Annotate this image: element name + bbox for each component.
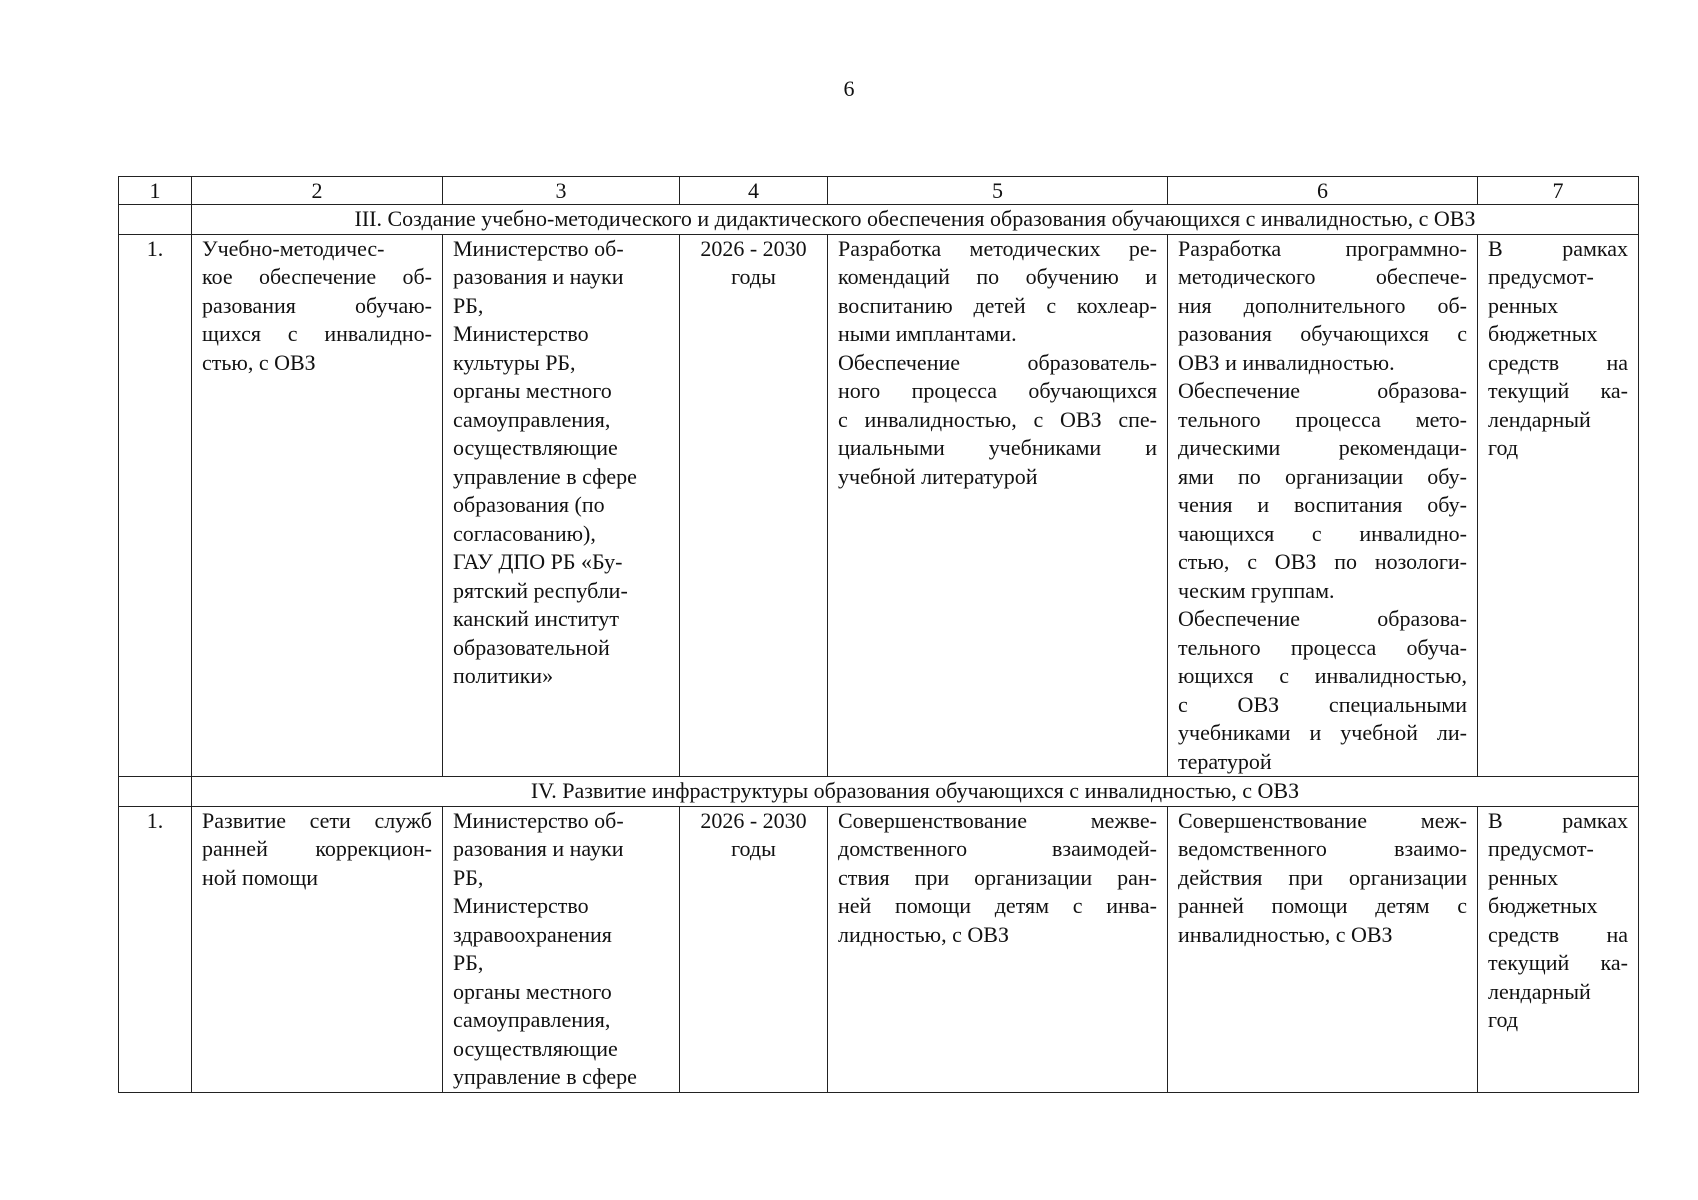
text-line: РБ, xyxy=(453,864,484,890)
text-line: осуществляющие xyxy=(453,1035,618,1061)
table-row xyxy=(119,234,1639,777)
page-number: 6 xyxy=(843,76,855,101)
cell-measure xyxy=(192,806,443,1092)
text-line: дическими рекомендаци- xyxy=(1178,435,1467,460)
text-line: ней помощи детям с инва- xyxy=(838,893,1157,918)
section-heading-empty-cell xyxy=(119,777,192,807)
text-line: органы местного xyxy=(453,378,612,403)
text-line: учебной литературой xyxy=(838,463,1038,489)
cell-responsible xyxy=(443,234,680,777)
section-title: IV. Развитие инфраструктуры образования обучающихся с инвалидностью, с ОВЗ xyxy=(192,777,1639,807)
text-line: ющихся с инвалидностью, xyxy=(1178,663,1467,688)
text-line: бюджетных xyxy=(1488,893,1598,918)
text-line: Совершенствование меж- xyxy=(1178,807,1467,833)
text-line: стью, с ОВЗ xyxy=(202,349,316,375)
text-line: стью, с ОВЗ по нозологи- xyxy=(1178,549,1467,574)
section-heading-row xyxy=(119,205,1639,235)
cell-expected-result xyxy=(828,806,1168,1092)
text-line: управление в сфере xyxy=(453,463,637,489)
text-line: годы xyxy=(731,836,776,861)
section-title: III. Создание учебно-методического и дидактического обеспечения образования обучающихся с инвалидностью, с ОВЗ xyxy=(192,205,1639,235)
text-line: лендарный xyxy=(1488,406,1591,432)
cell-funding xyxy=(1478,806,1639,1092)
text-line: ной помощи xyxy=(202,864,319,890)
text-line: лидностью, с ОВЗ xyxy=(838,921,1009,947)
text-line: РБ, xyxy=(453,950,484,975)
text-line: здравоохранения xyxy=(453,921,612,947)
cell-responsible xyxy=(443,806,680,1092)
text-line: самоуправления, xyxy=(453,406,611,432)
text-line: циальными учебниками и xyxy=(838,435,1157,460)
text-line: осуществляющие xyxy=(453,435,618,460)
text-line: 2026 - 2030 xyxy=(700,807,807,833)
text-line: разования обучающихся с xyxy=(1178,321,1467,346)
cell-indicator xyxy=(1168,234,1478,777)
section-heading-empty-cell xyxy=(119,205,192,235)
text-line: ренных xyxy=(1488,864,1559,890)
text-line: ного процесса обучающихся xyxy=(838,378,1157,403)
text-line: домственного взаимодей- xyxy=(838,836,1157,861)
text-line: ГАУ ДПО РБ «Бу- xyxy=(453,549,623,574)
text-line: тературой xyxy=(1178,748,1272,774)
text-line: ния дополнительного об- xyxy=(1178,292,1467,318)
text-line: кое обеспечение об- xyxy=(202,264,432,289)
text-line: разования и науки xyxy=(453,264,624,289)
column-number: 2 xyxy=(192,177,443,205)
column-number: 3 xyxy=(443,177,680,205)
text-line: ренных xyxy=(1488,292,1559,318)
column-number-row xyxy=(119,177,1639,205)
text-line: ОВЗ и инвалидностью. xyxy=(1178,349,1395,375)
text-line: РБ, xyxy=(453,292,484,318)
text-line: органы местного xyxy=(453,978,612,1004)
text-line: Разработка программно- xyxy=(1178,235,1467,261)
text-line: Министерство об- xyxy=(453,807,624,833)
text-line: лендарный xyxy=(1488,978,1591,1004)
text-line: ранней коррекцион- xyxy=(202,836,432,861)
text-line: Разработка методических ре- xyxy=(838,235,1157,261)
text-line: разования обучаю- xyxy=(202,292,432,318)
text-line: текущий ка- xyxy=(1488,950,1628,975)
text-line: щихся с инвалидно- xyxy=(202,321,432,346)
text-line: ствия при организации ран- xyxy=(838,864,1157,890)
text-line: тельного процесса мето- xyxy=(1178,406,1467,432)
section-heading-row xyxy=(119,777,1639,807)
text-line: бюджетных xyxy=(1488,321,1598,346)
text-line: текущий ка- xyxy=(1488,378,1628,403)
cell-period xyxy=(680,234,828,777)
text-line: ведомственного взаимо- xyxy=(1178,836,1467,861)
text-line: Обеспечение образова- xyxy=(1178,378,1467,403)
text-line: самоуправления, xyxy=(453,1007,611,1032)
text-line: с инвалидностью, с ОВЗ спе- xyxy=(838,406,1157,432)
column-number: 7 xyxy=(1478,177,1639,205)
text-line: чения и воспитания обу- xyxy=(1178,492,1467,517)
text-line: 2026 - 2030 xyxy=(700,235,807,261)
text-line: канский институт xyxy=(453,606,620,631)
column-number: 1 xyxy=(119,177,192,205)
text-line: культуры РБ, xyxy=(453,349,576,375)
text-line: ранней помощи детям с xyxy=(1178,893,1467,918)
text-line: ными имплантами. xyxy=(838,321,1017,346)
table-row xyxy=(119,806,1639,1092)
text-line: Министерство xyxy=(453,321,589,346)
measures-table xyxy=(118,176,1639,1093)
row-number: 1. xyxy=(119,806,192,1092)
text-line: предусмот- xyxy=(1488,264,1594,289)
text-line: год xyxy=(1488,435,1519,460)
text-line: инвалидностью, с ОВЗ xyxy=(1178,921,1393,947)
text-line: согласованию), xyxy=(453,520,596,546)
text-line: В рамках xyxy=(1488,807,1628,833)
text-line: ями по организации обу- xyxy=(1178,463,1467,489)
cell-indicator xyxy=(1168,806,1478,1092)
cell-period xyxy=(680,806,828,1092)
cell-measure xyxy=(192,234,443,777)
text-line: ческим группам. xyxy=(1178,577,1335,603)
text-line: предусмот- xyxy=(1488,836,1594,861)
text-line: комендаций по обучению и xyxy=(838,264,1157,289)
column-number: 4 xyxy=(680,177,828,205)
text-line: Министерство xyxy=(453,893,589,918)
text-line: тельного процесса обуча- xyxy=(1178,634,1467,660)
text-line: методического обеспече- xyxy=(1178,264,1467,289)
text-line: рятский республи- xyxy=(453,577,628,603)
text-line: средств на xyxy=(1488,921,1628,947)
text-line: В рамках xyxy=(1488,235,1628,261)
text-line: Развитие сети служб xyxy=(202,807,432,833)
cell-funding xyxy=(1478,234,1639,777)
text-line: Обеспечение образова- xyxy=(1178,606,1467,631)
row-number: 1. xyxy=(119,234,192,777)
text-line: воспитанию детей с кохлеар- xyxy=(838,292,1157,318)
text-line: управление в сфере xyxy=(453,1064,637,1089)
text-line: образовательной xyxy=(453,634,610,660)
text-line: Учебно-методичес- xyxy=(202,235,385,261)
text-line: разования и науки xyxy=(453,836,624,861)
text-line: годы xyxy=(731,264,776,289)
text-line: чающихся с инвалидно- xyxy=(1178,520,1467,546)
text-line: средств на xyxy=(1488,349,1628,375)
text-line: Министерство об- xyxy=(453,235,624,261)
column-number: 5 xyxy=(828,177,1168,205)
text-line: Совершенствование межве- xyxy=(838,807,1157,833)
text-line: с ОВЗ специальными xyxy=(1178,691,1467,717)
text-line: год xyxy=(1488,1007,1519,1032)
text-line: политики» xyxy=(453,663,554,688)
text-line: учебниками и учебной ли- xyxy=(1178,720,1467,745)
text-line: образования (по xyxy=(453,492,605,517)
column-number: 6 xyxy=(1168,177,1478,205)
text-line: действия при организации xyxy=(1178,864,1467,890)
cell-expected-result xyxy=(828,234,1168,777)
text-line: Обеспечение образователь- xyxy=(838,349,1157,375)
